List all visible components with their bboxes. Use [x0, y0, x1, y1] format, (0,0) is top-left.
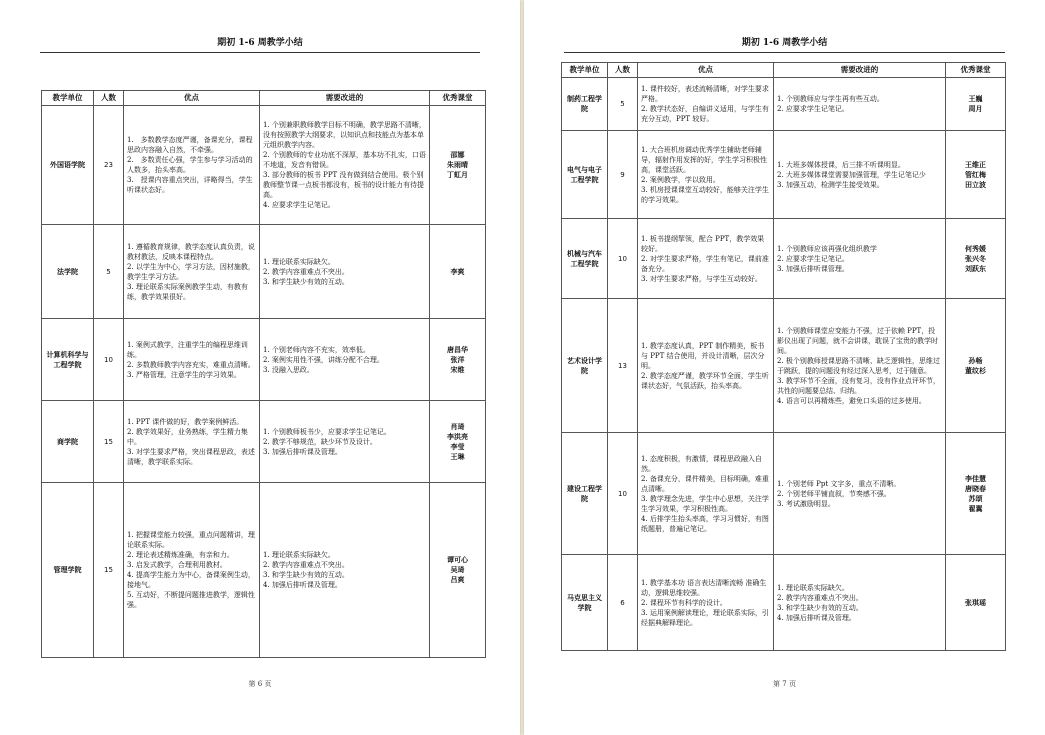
- excellent-teacher: 唐昌华: [447, 345, 468, 354]
- pros-item: 4. 提高学生能力为中心，备课案例生动，接地气。: [127, 571, 255, 589]
- improve-item: 4. 语言可以再精炼些，避免口头语的过多使用。: [777, 396, 926, 405]
- improve-item: 2. 应要求学生记笔记。: [777, 105, 849, 113]
- improve-item: 3. 部分教师的板书 PPT 没有做到结合使用。极个别教师整节课一点板书都没有，板书的设计能力有待提高。: [263, 171, 424, 199]
- improve-item: 2. 大班多媒体课堂需要加强管理，学生记笔记少: [777, 170, 926, 179]
- excellent-teacher: 朱雨晴: [447, 161, 468, 169]
- count-cell: 10: [608, 433, 638, 555]
- excellent-teacher: 肖琦: [450, 422, 465, 431]
- teaching-summary-table: [561, 62, 1006, 651]
- page-number: 第 6 页: [248, 680, 272, 688]
- pros-item: 2. 案例教学，学以致用。: [641, 175, 720, 184]
- header-improve: 需要改进的: [260, 91, 430, 106]
- header-unit: 教学单位: [562, 63, 608, 78]
- excellent-teacher: 翟翼: [968, 504, 983, 513]
- unit-cell: 管理学院: [42, 483, 94, 658]
- pros-item: 1. 教学基本功 语言表达清晰流畅 准确生动，逻辑思维较强。: [641, 578, 767, 597]
- excellent-cell: [946, 299, 1006, 433]
- pros-item: 2. 理论表述精炼准确，有亲和力。: [127, 551, 234, 559]
- improve-item: 3. 和学生缺少有效的互动。: [777, 603, 863, 612]
- pros-item: 3. 理论联系实际案例教学生动，有教有练，教学效果很好。: [127, 282, 248, 301]
- excellent-cell: [946, 433, 1006, 555]
- excellent-teacher: 谭可心: [447, 556, 468, 564]
- improve-item: 4. 加强后排听课及管理。: [777, 613, 856, 622]
- pros-item: 1. 大合班机房调动优秀学生辅助老师辅导，辐射作用发挥的好，学生学习积极性高，课堂活跃。: [641, 145, 767, 174]
- table-row: [42, 225, 486, 319]
- excellent-teacher: 董纹杉: [965, 366, 986, 375]
- improve-item: 3. 和学生缺少有效的互动。: [263, 277, 349, 286]
- improve-cell: [774, 555, 946, 651]
- improve-item: 2. 案例实用性不强，讲练分配不合理。: [263, 355, 384, 364]
- excellent-teacher: 刘跃东: [965, 264, 986, 273]
- count-cell: 5: [94, 225, 124, 319]
- pros-item: 2. 课程环节有科学的设计。: [641, 598, 727, 607]
- excellent-teacher: 张洋: [450, 355, 465, 364]
- header-unit: 教学单位: [42, 91, 94, 106]
- excellent-teacher: 张兴冬: [965, 254, 986, 263]
- improve-item: 4. 应要求学生记笔记。: [263, 201, 335, 209]
- count-cell: 9: [608, 131, 638, 219]
- pros-cell: [124, 401, 260, 483]
- improve-item: 2. 教学内容重难点不突出。: [263, 267, 349, 276]
- improve-item: 3. 考试激励明显。: [777, 499, 835, 508]
- excellent-teacher: 周月: [968, 105, 983, 113]
- improve-item: 2. 教学不够规范，缺少环节及设计。: [263, 437, 377, 446]
- pros-item: 2. 备课充分，课件精美，目标明确，难重点清晰。: [641, 474, 769, 493]
- improve-cell: [774, 433, 946, 555]
- excellent-teacher: 丁虹月: [447, 171, 468, 179]
- table-row: [42, 106, 486, 225]
- excellent-cell: [430, 319, 486, 401]
- table-row: [562, 78, 1006, 131]
- improve-item: 1. 理论联系实际缺欠。: [263, 257, 335, 266]
- pros-item: 3. 机房授课课堂互动较好，能够关注学生的学习效果。: [641, 185, 769, 204]
- table-row: [562, 131, 1006, 219]
- improve-item: 3. 没融入思政。: [263, 365, 314, 374]
- excellent-cell: [430, 483, 486, 658]
- improve-item: 2. 教学内容重难点不突出。: [777, 593, 863, 602]
- pros-item: 5. 互动好，不断提问题推进教学，逻辑性强。: [127, 591, 255, 609]
- improve-item: 1. 个别教师应该再强化组织教学: [777, 244, 877, 253]
- pros-item: 1. PPT 课件做的好，教学案例鲜活。: [127, 417, 244, 426]
- table-row: [42, 483, 486, 658]
- pros-item: 1. 把握课堂能力较强，重点问题精讲，理论联系实际。: [127, 531, 255, 549]
- improve-cell: [774, 131, 946, 219]
- excellent-teacher: 吴琦: [450, 566, 465, 574]
- table-row: [562, 433, 1006, 555]
- improve-item: 1. 大班多媒体授课，后三排不听课明显。: [777, 160, 905, 169]
- excellent-teacher: 李佳慧: [965, 474, 986, 483]
- pros-item: 1. 态度积极，有激情，课程思政融入自然。: [641, 454, 762, 473]
- excellent-teacher: 张琪瑶: [965, 598, 986, 607]
- pros-cell: [638, 299, 774, 433]
- improve-item: 1. 理论联系实际缺欠。: [263, 551, 335, 559]
- improve-item: 2. 个别教师的专业功底不深厚，基本功不扎实，口语不地道，发音有错误。: [263, 151, 426, 169]
- pros-cell: [638, 78, 774, 131]
- excellent-teacher: 李洪亮: [447, 432, 468, 441]
- improve-cell: [774, 299, 946, 433]
- improve-item: 3. 教学环节不全面，没有复习，没有作业点评环节，共性的问题要总结、归纳。: [777, 376, 940, 395]
- table-row: [562, 555, 1006, 651]
- pros-item: 3. 运用案例解读理论，理论联系实际，引经据典解释理论。: [641, 608, 769, 627]
- excellent-cell: [946, 555, 1006, 651]
- improve-item: 3. 加强互动，检测学生接受效果。: [777, 180, 884, 189]
- header-excellent: 优秀课堂: [430, 91, 486, 106]
- pros-item: 4. 后排学生抬头率高，学习习惯好，有图纸题册，普遍记笔记。: [641, 514, 769, 533]
- improve-cell: [260, 483, 430, 658]
- pros-item: 1. 板书提纲挈领，配合 PPT，教学效果较好。: [641, 234, 765, 253]
- header-count: 人数: [94, 91, 124, 106]
- improve-item: 3. 加强后排听课及管理。: [263, 447, 342, 456]
- pros-item: 3. 对学生要求严格，与学生互动较好。: [641, 274, 762, 283]
- header-pros: 优点: [638, 63, 774, 78]
- pros-item: 1. 多数教学态度严谨，备课充分，课程思政内容融入自然，不牵强。: [127, 136, 253, 154]
- improve-cell: [260, 319, 430, 401]
- table-row: [562, 219, 1006, 299]
- pros-cell: [124, 483, 260, 658]
- improve-item: 1. 理论联系实际缺欠。: [777, 583, 849, 592]
- table-row: [42, 319, 486, 401]
- improve-cell: [260, 225, 430, 319]
- count-cell: 15: [94, 483, 124, 658]
- improve-item: 3. 和学生缺少有效的互动。: [263, 571, 349, 579]
- pros-item: 3. 启发式教学，合理利用教材。: [127, 561, 227, 569]
- excellent-cell: [946, 219, 1006, 299]
- pros-item: 2. 教学效果好，业务熟练，学生精力集中。: [127, 427, 248, 446]
- excellent-teacher: 李莹: [450, 442, 465, 451]
- unit-cell: 制药工程学院: [562, 78, 608, 131]
- unit-cell: 法学院: [42, 225, 94, 319]
- excellent-teacher: 田立波: [965, 180, 986, 189]
- pros-item: 2. 多数教师教学内容充实，难重点清晰。: [127, 360, 255, 369]
- count-cell: 23: [94, 106, 124, 225]
- unit-cell: 艺术设计学院: [562, 299, 608, 433]
- count-cell: 10: [608, 219, 638, 299]
- excellent-teacher: 王巍: [968, 95, 983, 103]
- unit-cell: 外国语学院: [42, 106, 94, 225]
- improve-cell: [260, 401, 430, 483]
- pros-item: 1. 课件较好，表述流畅清晰，对学生要求严格。: [641, 85, 769, 103]
- improve-item: 1. 个别老师内容不充实，效率低。: [263, 345, 370, 354]
- improve-item: 2. 个别老师平铺直叙，节奏感不强。: [777, 489, 891, 498]
- pros-item: 2. 多数责任心强，学生参与学习活动的人数多，抬头率高。: [127, 156, 253, 174]
- count-cell: 10: [94, 319, 124, 401]
- improve-item: 1. 个别教师板书少，应要求学生记笔记。: [263, 427, 391, 436]
- teaching-summary-table: [41, 90, 486, 658]
- excellent-cell: [430, 106, 486, 225]
- excellent-teacher: 孙畅: [968, 356, 983, 365]
- pros-item: 3. 对学生要求严格，突出课程思政，表述清晰，教学联系实际。: [127, 447, 255, 466]
- pros-item: 3. 授课内容重点突出，详略得当，学生听课状态好。: [127, 176, 253, 194]
- document-page-7: [524, 0, 1045, 735]
- table-row: [42, 401, 486, 483]
- excellent-teacher: 吕爽: [450, 576, 465, 584]
- unit-cell: 机械与汽车工程学院: [562, 219, 608, 299]
- excellent-teacher: 苏颂: [968, 494, 983, 503]
- pros-item: 2. 以学生为中心，学习方法，因材施教，教学生学习方法。: [127, 262, 255, 281]
- pros-item: 1. 案例式教学，注重学生的编程思维训练。: [127, 340, 248, 359]
- pros-cell: [124, 106, 260, 225]
- table-header-row: [42, 91, 486, 106]
- unit-cell: 建设工程学院: [562, 433, 608, 555]
- page-number: 第 7 页: [773, 680, 796, 688]
- pros-item: 1. 遵循教育规律，教学态度认真负责，说教材教法，反映本课程特点。: [127, 242, 255, 261]
- header-excellent: 优秀课堂: [946, 63, 1006, 78]
- improve-item: 2. 应要求学生记笔记。: [777, 254, 849, 263]
- pros-cell: [638, 219, 774, 299]
- count-cell: 13: [608, 299, 638, 433]
- pros-item: 2. 教学状态好，自编讲义适用，与学生有充分互动，PPT 较好。: [641, 105, 769, 123]
- excellent-cell: [430, 401, 486, 483]
- unit-cell: 电气与电子工程学院: [562, 131, 608, 219]
- pros-item: 3. 严格管理，注意学生的学习效果。: [127, 370, 241, 379]
- excellent-teacher: 管红梅: [965, 170, 986, 179]
- excellent-teacher: 王琳: [450, 452, 465, 461]
- excellent-cell: [946, 131, 1006, 219]
- unit-cell: 马克思主义学院: [562, 555, 608, 651]
- pros-item: 3. 教学理念先进，学生中心思想，关注学生学习效果，学习积极性高。: [641, 494, 769, 513]
- pros-item: 2. 对学生要求严格，学生有笔记，课前准备充分。: [641, 254, 769, 273]
- unit-cell: 计算机科学与工程学院: [42, 319, 94, 401]
- improve-item: 1. 个别兼职教师教学目标不明确，教学思路不清晰，没有按照教学大纲要求，以知识点和技能点为基本单元组织教学内容。: [263, 121, 426, 149]
- improve-cell: [260, 106, 430, 225]
- improve-item: 1. 个别老师 Ppt 文字多，重点不清晰。: [777, 479, 901, 488]
- excellent-teacher: 唐晓春: [965, 484, 986, 493]
- improve-item: 3. 加强后排听课管理。: [777, 264, 849, 273]
- unit-cell: 商学院: [42, 401, 94, 483]
- improve-cell: [774, 219, 946, 299]
- excellent-teacher: 邵娜: [450, 151, 465, 159]
- header-count: 人数: [608, 63, 638, 78]
- improve-item: 2. 教学内容重难点不突出。: [263, 561, 349, 569]
- count-cell: 5: [608, 78, 638, 131]
- pros-item: 2. 教学态度严谨，教学环节全面，学生听课状态好，气氛活跃，抬头率高。: [641, 371, 769, 390]
- improve-item: 1. 个别教师应与学生再有些互动。: [777, 95, 884, 103]
- excellent-teacher: 王维正: [965, 160, 986, 169]
- improve-item: 4. 加强后排听课及管理。: [263, 581, 342, 589]
- improve-cell: [774, 78, 946, 131]
- count-cell: 15: [94, 401, 124, 483]
- page-title: 期初 1-6 周教学小结: [40, 36, 480, 53]
- pros-cell: [124, 319, 260, 401]
- pros-item: 1. 教学态度认真，PPT 制作精美，板书与 PPT 结合使用，并设计清晰，层次分明。: [641, 341, 765, 370]
- excellent-teacher: 李爽: [450, 267, 465, 276]
- excellent-teacher: 何秀媛: [965, 244, 986, 253]
- page-title: 期初 1-6 周教学小结: [564, 36, 1005, 53]
- pros-cell: [638, 131, 774, 219]
- pros-cell: [638, 555, 774, 651]
- table-header-row: [562, 63, 1006, 78]
- pros-cell: [638, 433, 774, 555]
- header-improve: 需要改进的: [774, 63, 946, 78]
- document-page-6: [0, 0, 520, 735]
- excellent-cell: [946, 78, 1006, 131]
- excellent-cell: [430, 225, 486, 319]
- improve-item: 1. 个别教师课堂应变能力不强，过于依赖 PPT，投影仪出现了问题，就不会讲课，耽误了宝贵的教学时间。: [777, 326, 938, 355]
- count-cell: 6: [608, 555, 638, 651]
- table-row: [562, 299, 1006, 433]
- pros-cell: [124, 225, 260, 319]
- improve-item: 2. 极个别教师授课思路不清晰、缺乏逻辑性，思维过于跳跃，提的问题没有经过深入思考，过于随意。: [777, 356, 940, 375]
- excellent-teacher: 宋维: [450, 365, 465, 374]
- header-pros: 优点: [124, 91, 260, 106]
